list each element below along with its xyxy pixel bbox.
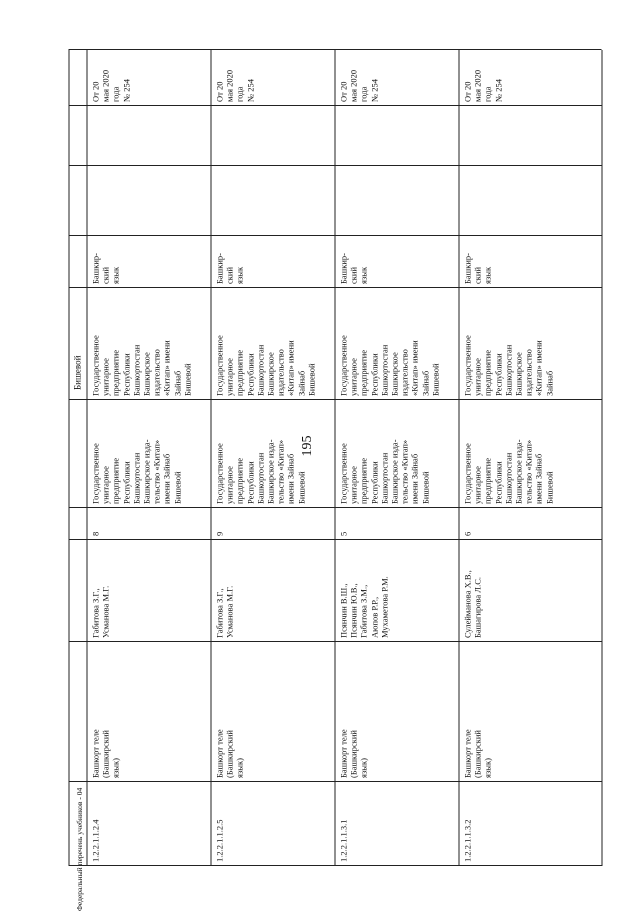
row4-code: 1.2.2.1.1.3.2: [462, 819, 473, 862]
row4-authors: Сулейманова Х.В., Башагирова Л.С.: [462, 570, 483, 638]
row3-publisher-full: Государственное унитарное предприятие Республики Башкортостан Башкирское издательство «Китап» имени Зайнаб Бишевой: [338, 335, 441, 396]
row3-authors: Псянчин В.Ш., Псянчин Ю.В., Габитова З.М., Аюпов Р.Р., Мухаметова Р.М.: [338, 576, 390, 638]
row4-order: От 20 мая 2020 года № 254: [462, 69, 504, 102]
row1-authors: Габитова З.Г., Усманова М.Г.: [90, 585, 111, 638]
table-border-bottom: [602, 50, 603, 866]
column-divider: [69, 287, 602, 288]
row1-grade: 8: [90, 531, 101, 536]
row2-grade: 9: [214, 531, 225, 536]
row4-title: Башкорт теле (Башкирский язык): [462, 729, 493, 778]
row2-publisher-full: Государственное унитарное предприятие Республики Башкортостан Башкирское издательство «Китап» имени Зайнаб Бишевой: [214, 335, 317, 396]
textbook-table: [69, 50, 602, 866]
column-divider: [69, 399, 602, 400]
column-divider: [69, 781, 602, 782]
column-divider: [69, 165, 602, 166]
row4-publisher: Государственное унитарное предприятие Республики Башкортостан Башкирское изда- тельство «Китап» имени Зайнаб Бишевой: [462, 439, 555, 504]
row1-publisher-full: Государственное унитарное предприятие Республики Башкортостан Башкирское издательство «Китап» имени Зайнаб Бишевой: [90, 335, 193, 396]
row-divider: [87, 50, 88, 866]
row1-publisher: Государственное унитарное предприятие Республики Башкортостан Башкирское изда- тельство «Китап» имени Зайнаб Бишевой: [90, 439, 183, 504]
row2-title: Башкорт теле (Башкирский язык): [214, 729, 245, 778]
column-divider: [69, 865, 602, 866]
row1-title: Башкорт теле (Башкирский язык): [90, 729, 121, 778]
column-divider: [69, 641, 602, 642]
row2-code: 1.2.2.1.1.2.5: [214, 819, 225, 862]
row1-code: 1.2.2.1.1.2.4: [90, 819, 101, 862]
row3-title: Башкорт теле (Башкирский язык): [338, 729, 369, 778]
row4-grade: 6: [462, 531, 473, 536]
row3-code: 1.2.2.1.1.3.1: [338, 819, 349, 862]
row3-language: Башкир- ский язык: [338, 253, 369, 284]
row3-order: От 20 мая 2020 года № 254: [338, 69, 380, 102]
row-divider: [211, 50, 212, 866]
row4-language: Башкир- ский язык: [462, 253, 493, 284]
row2-publisher: Государственное унитарное предприятие Республики Башкортостан Башкирское изда- тельство «Китап» имени Зайнаб Бишевой: [214, 439, 307, 504]
row2-order: От 20 мая 2020 года № 254: [214, 69, 256, 102]
row-divider: [335, 50, 336, 866]
column-divider: [69, 105, 602, 106]
banner-text: Бишевой: [72, 355, 83, 390]
column-divider: [69, 539, 602, 540]
table-border-top: [69, 50, 70, 866]
column-divider: [69, 235, 602, 236]
row2-authors: Габитова З.Г., Усманова М.Г.: [214, 585, 235, 638]
row1-language: Башкир- ский язык: [90, 253, 121, 284]
row3-grade: 5: [338, 531, 349, 536]
column-divider: [69, 49, 602, 50]
row-divider: [459, 50, 460, 866]
footer-text: Федеральный перечень учебников - 04: [75, 787, 84, 911]
row2-language: Башкир- ский язык: [214, 253, 245, 284]
row3-publisher: Государственное унитарное предприятие Республики Башкортостан Башкирское изда- тельство «Китап» имени Зайнаб Бишевой: [338, 439, 431, 504]
row4-publisher-full: Государственное унитарное предприятие Республики Башкортостан Башкирское издательство «Китап» имени Зайнаб: [462, 335, 555, 396]
column-divider: [69, 507, 602, 508]
row1-order: От 20 мая 2020 года № 254: [90, 69, 132, 102]
page-number: 195: [300, 435, 315, 457]
